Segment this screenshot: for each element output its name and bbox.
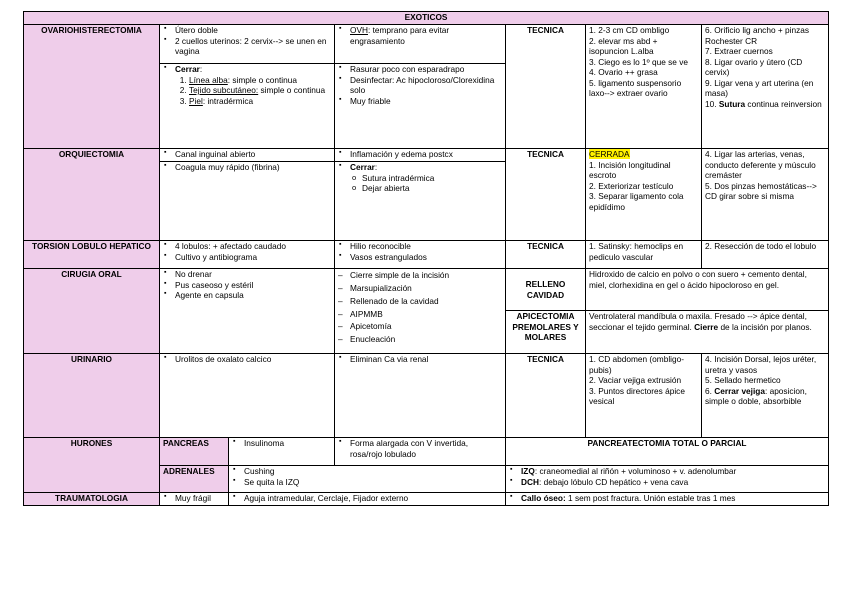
list-item: ▪ Vasos estrangulados — [350, 252, 502, 263]
relleno-cavidad-label: RELLENO CAVIDAD — [506, 269, 586, 311]
relleno-cavidad-text: Hidroxido de calcio en polvo o con suero + cemento dental, miel, clorhexidina en gel o ácido hipocloroso en gel. — [586, 269, 829, 311]
adrenales-detail — [506, 466, 829, 493]
list-item: ▪ Eliminan Ca via renal — [350, 354, 502, 365]
list-item: – Apicetomía — [350, 320, 502, 333]
trauma-item-2: ▪ Aguja intramedular, Cerclaje, Fijador externo — [229, 493, 506, 506]
table-title: EXOTICOS — [24, 12, 829, 25]
orq-item-2: ▪ Coagula muy rápido (fibrina) — [160, 162, 335, 241]
trauma-callo: ▪ Callo óseo: 1 sem post fractura. Unión estable tras 1 mes — [506, 493, 829, 506]
ovh-cerrar: ▪ Cerrar: 1. Línea alba: simple o continua 2. Tejido subcutáneo: simple o continua 3. Piel: intradérmica — [160, 64, 335, 149]
list-item: – Rellenado de la cavidad — [350, 295, 502, 308]
list-item: ▪ Hilio reconocible — [350, 241, 502, 252]
list-item: ▪ Cultivo y antibiograma — [175, 252, 331, 263]
list-item: ▪ Rasurar poco con esparadrapo — [350, 64, 502, 75]
list-item: ▪ Se quita la IZQ — [244, 477, 502, 488]
apicectomia-text: Ventrolateral mandíbula o maxila. Fresado --> ápice dental, seccionar el tejido germinal. Cierre de la incisión por planos. — [586, 311, 829, 354]
adrenales-label: ADRENALES — [160, 466, 229, 493]
list-item: ▪ Agente en capsula — [175, 290, 331, 301]
orq-inflam: ▪ Inflamación y edema postcx — [335, 149, 506, 162]
section-torsion-lobulo-hepatico: TORSION LOBULO HEPATICO — [24, 241, 160, 269]
apicectomia-label: APICECTOMIA PREMOLARES Y MOLARES — [506, 311, 586, 354]
torsion-items — [160, 241, 335, 269]
urinario-items-2 — [335, 354, 506, 438]
list-item: o Sutura intradérmica — [362, 173, 502, 184]
torsion-tecnica-label: TECNICA — [506, 241, 586, 269]
list-item: ▪ Insulinoma — [244, 438, 331, 449]
list-item: ▪ 4 lobulos: + afectado caudado — [175, 241, 331, 252]
section-urinario: URINARIO — [24, 354, 160, 438]
list-item: ▪ IZQ: craneomedial al riñón + voluminoso + v. adenolumbar — [521, 466, 825, 477]
orq-steps-a: CERRADA 1. Incisión longitudinal escroto 2. Exteriorizar testículo 3. Separar ligamento cola epidídimo — [586, 149, 702, 241]
ovh-anatomy — [160, 25, 335, 64]
urinario-tecnica-label: TECNICA — [506, 354, 586, 438]
ovh-steps-b: 6. Orificio lig ancho + pinzas Rochester CR 7. Extraer cuernos 8. Ligar ovario y útero (CD cervix) 9. Ligar vena y art uterina (en masa) 10. Sutura continua reinversion — [702, 25, 829, 149]
ovh-tecnica-label: TECNICA — [506, 25, 586, 149]
torsion-items-2 — [335, 241, 506, 269]
urinario-items — [160, 354, 335, 438]
list-item: ▪ Desinfectar: Ac hipocloroso/Clorexidina solo — [350, 75, 502, 96]
exoticos-table — [23, 11, 829, 506]
section-traumatologia: TRAUMATOLOGIA — [24, 493, 160, 506]
list-item: – Enucleación — [350, 333, 502, 346]
trauma-item-1: ▪ Muy frágil — [160, 493, 229, 506]
section-cirugia-oral: CIRUGIA ORAL — [24, 269, 160, 354]
oral-treatments — [335, 269, 506, 354]
ovh-steps-a: 1. 2-3 cm CD ombligo 2. elevar ms abd + isopuncion L.alba 3. Ciego es lo 1º que se ve 4. Ovario ++ grasa 5. ligamento suspensorio laxo--> extraer ovario — [586, 25, 702, 149]
list-item: ▪ Cushing — [244, 466, 502, 477]
list-item: ▪ Muy friable — [350, 96, 502, 107]
list-item: – Cierre simple de la incisión — [350, 269, 502, 282]
list-item: – Marsupialización — [350, 282, 502, 295]
orq-cerrar: ▪ Cerrar: o Sutura intradérmica o Dejar abierta — [335, 162, 506, 241]
list-item: 2. Tejido subcutáneo: simple o continua — [189, 85, 331, 96]
highlight-cerrada: CERRADA — [589, 149, 630, 159]
list-item: o Dejar abierta — [362, 183, 502, 194]
list-item: ▪ OVH: temprano para evitar engrasamiento — [350, 25, 502, 46]
list-item: ▪ No drenar — [175, 269, 331, 280]
pancreas-items — [229, 438, 335, 466]
pancreas-label: PANCREAS — [160, 438, 229, 466]
list-item: ▪ DCH: debajo lóbulo CD hepático + vena cava — [521, 477, 825, 488]
pancreatectomia-label: PANCREATECTOMIA TOTAL O PARCIAL — [506, 438, 829, 466]
oral-items — [160, 269, 335, 354]
section-ovariohisterectomia: OVARIOHISTERECTOMIA — [24, 25, 160, 149]
section-orquiectomia: ORQUIECTOMIA — [24, 149, 160, 241]
list-item: 1. Línea alba: simple o continua — [189, 75, 331, 86]
list-item: ▪ Útero doble — [175, 25, 331, 36]
adrenales-items — [229, 466, 506, 493]
urinario-steps-b: 4. Incisión Dorsal, lejos uréter, uretra y vasos 5. Sellado hermetico 6. Cerrar vejiga: aposicion, simple o doble, absorbible — [702, 354, 829, 438]
torsion-step-b: 2. Resección de todo el lobulo — [702, 241, 829, 269]
orq-tecnica-label: TECNICA — [506, 149, 586, 241]
ovh-prep — [335, 64, 506, 149]
list-item: 3. Piel: intradérmica — [189, 96, 331, 107]
orq-steps-b: 4. Ligar las arterias, venas, conducto deferente y músculo cremáster 5. Dos pinzas hemostáticas--> CD girar sobre si misma — [702, 149, 829, 241]
list-item: ▪ Urolitos de oxalato calcico — [175, 354, 331, 365]
list-item: ▪ Forma alargada con V invertida, rosa/rojo lobulado — [350, 438, 502, 459]
pancreas-items-2 — [335, 438, 506, 466]
list-item: ▪ 2 cuellos uterinos: 2 cervix--> se unen en vagina — [175, 36, 331, 57]
section-hurones: HURONES — [24, 438, 160, 493]
urinario-steps-a: 1. CD abdomen (ombligo-pubis) 2. Vaciar vejiga extrusión 3. Puntos directores ápice vesical — [586, 354, 702, 438]
list-item: ▪ Pus caseoso y estéril — [175, 280, 331, 291]
ovh-timing — [335, 25, 506, 64]
torsion-step-a: 1. Satinsky: hemoclips en pediculo vascular — [586, 241, 702, 269]
list-item: – AIPMMB — [350, 308, 502, 321]
orq-item-1: ▪ Canal inguinal abierto — [160, 149, 335, 162]
